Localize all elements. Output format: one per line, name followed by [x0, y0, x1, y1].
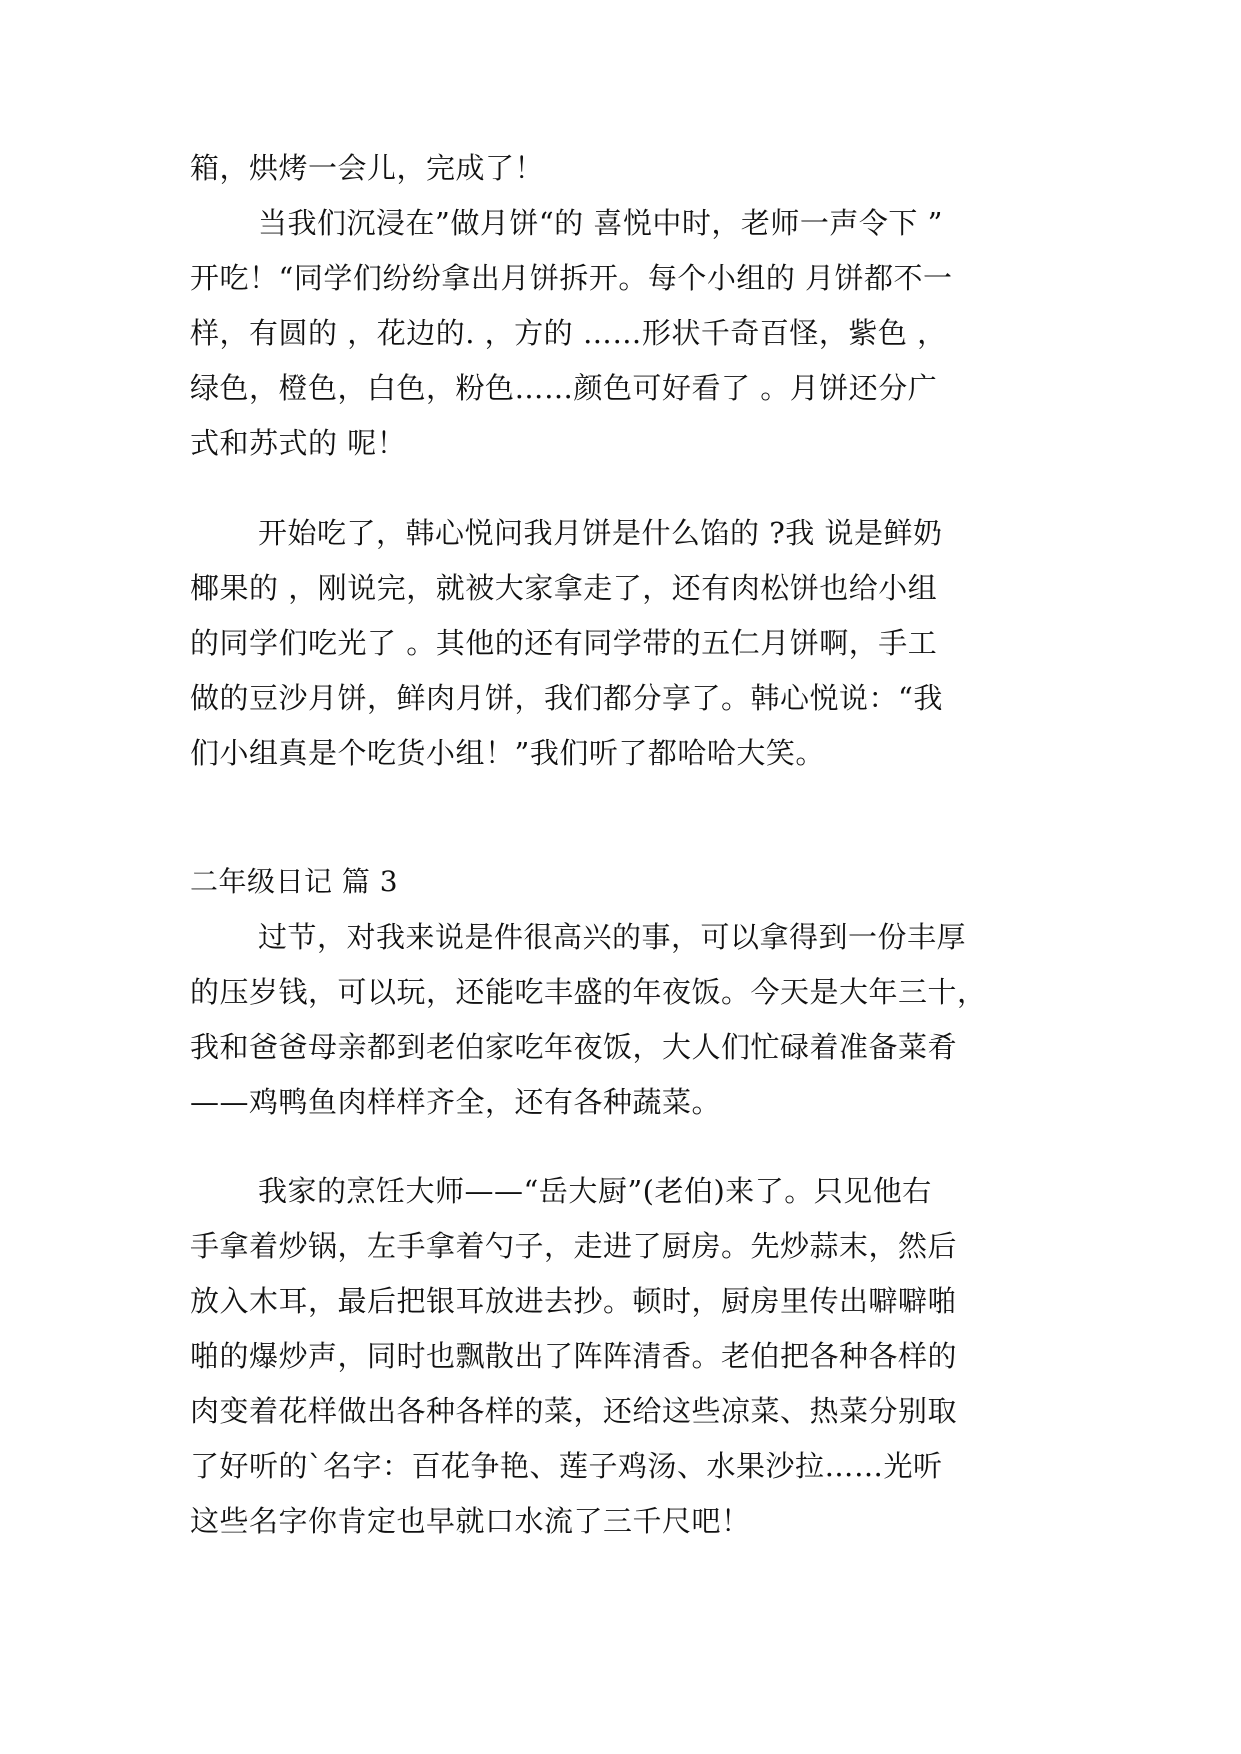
section-heading: 二年级日记 篇 3	[190, 865, 399, 898]
text-line: 开始吃了，韩心悦问我月饼是什么馅的 ?我 说是鲜奶	[258, 516, 943, 550]
text-line: 过节，对我来说是件很高兴的事，可以拿得到一份丰厚	[258, 920, 967, 954]
text-line: 我家的烹饪大师——“岳大厨”(老伯)来了。只见他右	[258, 1174, 932, 1208]
text-line: 放入木耳，最后把银耳放进去抄。顿时，厨房里传出噼噼啪	[190, 1284, 958, 1318]
text-line: 了好听的`名字：百花争艳、莲子鸡汤、水果沙拉……光听	[190, 1449, 943, 1483]
text-line: 的压岁钱，可以玩，还能吃丰盛的年夜饭。今天是大年三十，	[190, 975, 987, 1009]
text-line: ——鸡鸭鱼肉样样齐全，还有各种蔬菜。	[190, 1085, 722, 1119]
text-line: 的同学们吃光了 。其他的还有同学带的五仁月饼啊，手工	[190, 626, 938, 660]
text-line: 箱，烘烤一会儿，完成了！	[190, 151, 545, 185]
text-line: 们小组真是个吃货小组！”我们听了都哈哈大笑。	[190, 736, 825, 770]
text-line: 样，有圆的 ，花边的. ，方的 ……形状千奇百怪，紫色 ，	[190, 316, 947, 350]
text-line: 当我们沉浸在”做月饼“的 喜悦中时，老师一声令下 ”	[258, 206, 943, 240]
text-line: 椰果的 ，刚说完，就被大家拿走了，还有肉松饼也给小组	[190, 571, 938, 605]
text-line: 我和爸爸母亲都到老伯家吃年夜饭，大人们忙碌着准备菜肴	[190, 1030, 958, 1064]
text-line: 这些名字你肯定也早就口水流了三千尺吧！	[190, 1504, 751, 1538]
text-line: 手拿着炒锅，左手拿着勺子，走进了厨房。先炒蒜末，然后	[190, 1229, 958, 1263]
text-line: 开吃！“同学们纷纷拿出月饼拆开。每个小组的 月饼都不一	[190, 261, 953, 295]
text-line: 绿色，橙色，白色，粉色……颜色可好看了 。月饼还分广	[190, 371, 938, 405]
text-line: 做的豆沙月饼，鲜肉月饼，我们都分享了。韩心悦说：“我	[190, 681, 943, 715]
text-line: 式和苏式的 呢！	[190, 426, 407, 460]
text-line: 肉变着花样做出各种各样的菜，还给这些凉菜、热菜分别取	[190, 1394, 958, 1428]
text-line: 啪的爆炒声，同时也飘散出了阵阵清香。老伯把各种各样的	[190, 1339, 958, 1373]
